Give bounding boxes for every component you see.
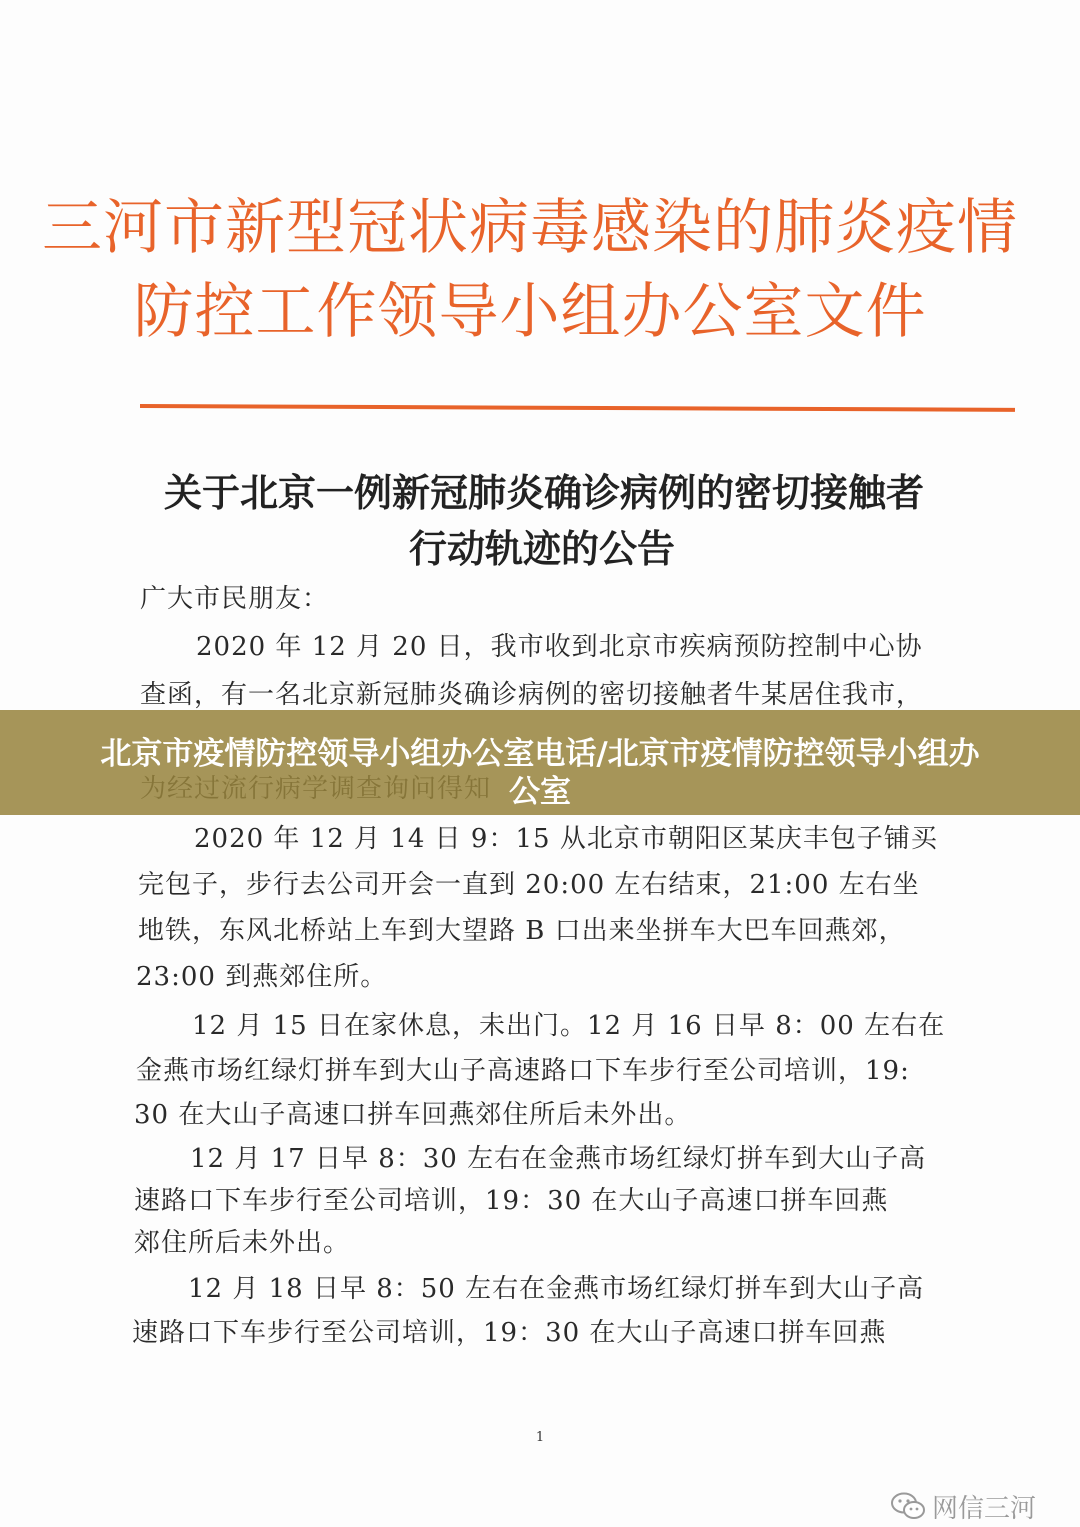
body-line: 2020 年 12 月 14 日 9：15 从北京市朝阳区某庆丰包子铺买 [194, 824, 938, 854]
page-number: 1 [535, 1430, 545, 1445]
body-line: 12 月 18 日早 8：50 左右在金燕市场红绿灯拼车到大山子高 [188, 1274, 925, 1304]
body-line: 查函，有一名北京新冠肺炎确诊病例的密切接触者牛某居住我市， [140, 680, 924, 710]
body-line: 30 在大山子高速口拼车回燕郊住所后未外出。 [134, 1100, 692, 1130]
body-line: 完包子，步行去公司开会一直到 20:00 左右结束，21:00 左右坐 [138, 870, 920, 900]
body-line: 郊住所后未外出。 [134, 1228, 351, 1258]
watermark-text: 网信三河 [932, 1493, 1037, 1524]
body-line: 12 月 15 日在家休息，未出门。12 月 16 日早 8：00 左右在 [192, 1011, 946, 1041]
red-divider [140, 404, 1015, 412]
body-line: 速路口下车步行至公司培训，19：30 在大山子高速口拼车回燕 [132, 1318, 887, 1348]
body-line: 地铁，东风北桥站上车到大望路 B 口出来坐拼车大巴车回燕郊， [138, 916, 906, 946]
body-line: 23:00 到燕郊住所。 [136, 962, 388, 992]
body-line: 金燕市场红绿灯拼车到大山子高速路口下车步行至公司培训，19: [136, 1056, 910, 1086]
overlay-title-line1: 北京市疫情防控领导小组办公室电话/北京市疫情防控领导小组办 [100, 736, 980, 772]
wechat-icon [890, 1491, 926, 1521]
overlay-title-line2: 公室 [509, 774, 571, 810]
header-title-line2: 防控工作领导小组办公室文件 [133, 277, 927, 347]
header-title-line1: 三河市新型冠状病毒感染的肺炎疫情 [42, 193, 1018, 263]
body-line: 12 月 17 日早 8：30 左右在金燕市场红绿灯拼车到大山子高 [190, 1144, 927, 1174]
body-line: 速路口下车步行至公司培训，19：30 在大山子高速口拼车回燕 [134, 1186, 889, 1216]
watermark [890, 1486, 1036, 1526]
salutation: 广大市民朋友： [140, 584, 330, 614]
body-line: 2020 年 12 月 20 日，我市收到北京市疾病预防控制中心协 [196, 632, 923, 662]
notice-title-line1: 关于北京一例新冠肺炎确诊病例的密切接触者 [163, 471, 924, 515]
notice-title-line2: 行动轨迹的公告 [408, 527, 675, 571]
